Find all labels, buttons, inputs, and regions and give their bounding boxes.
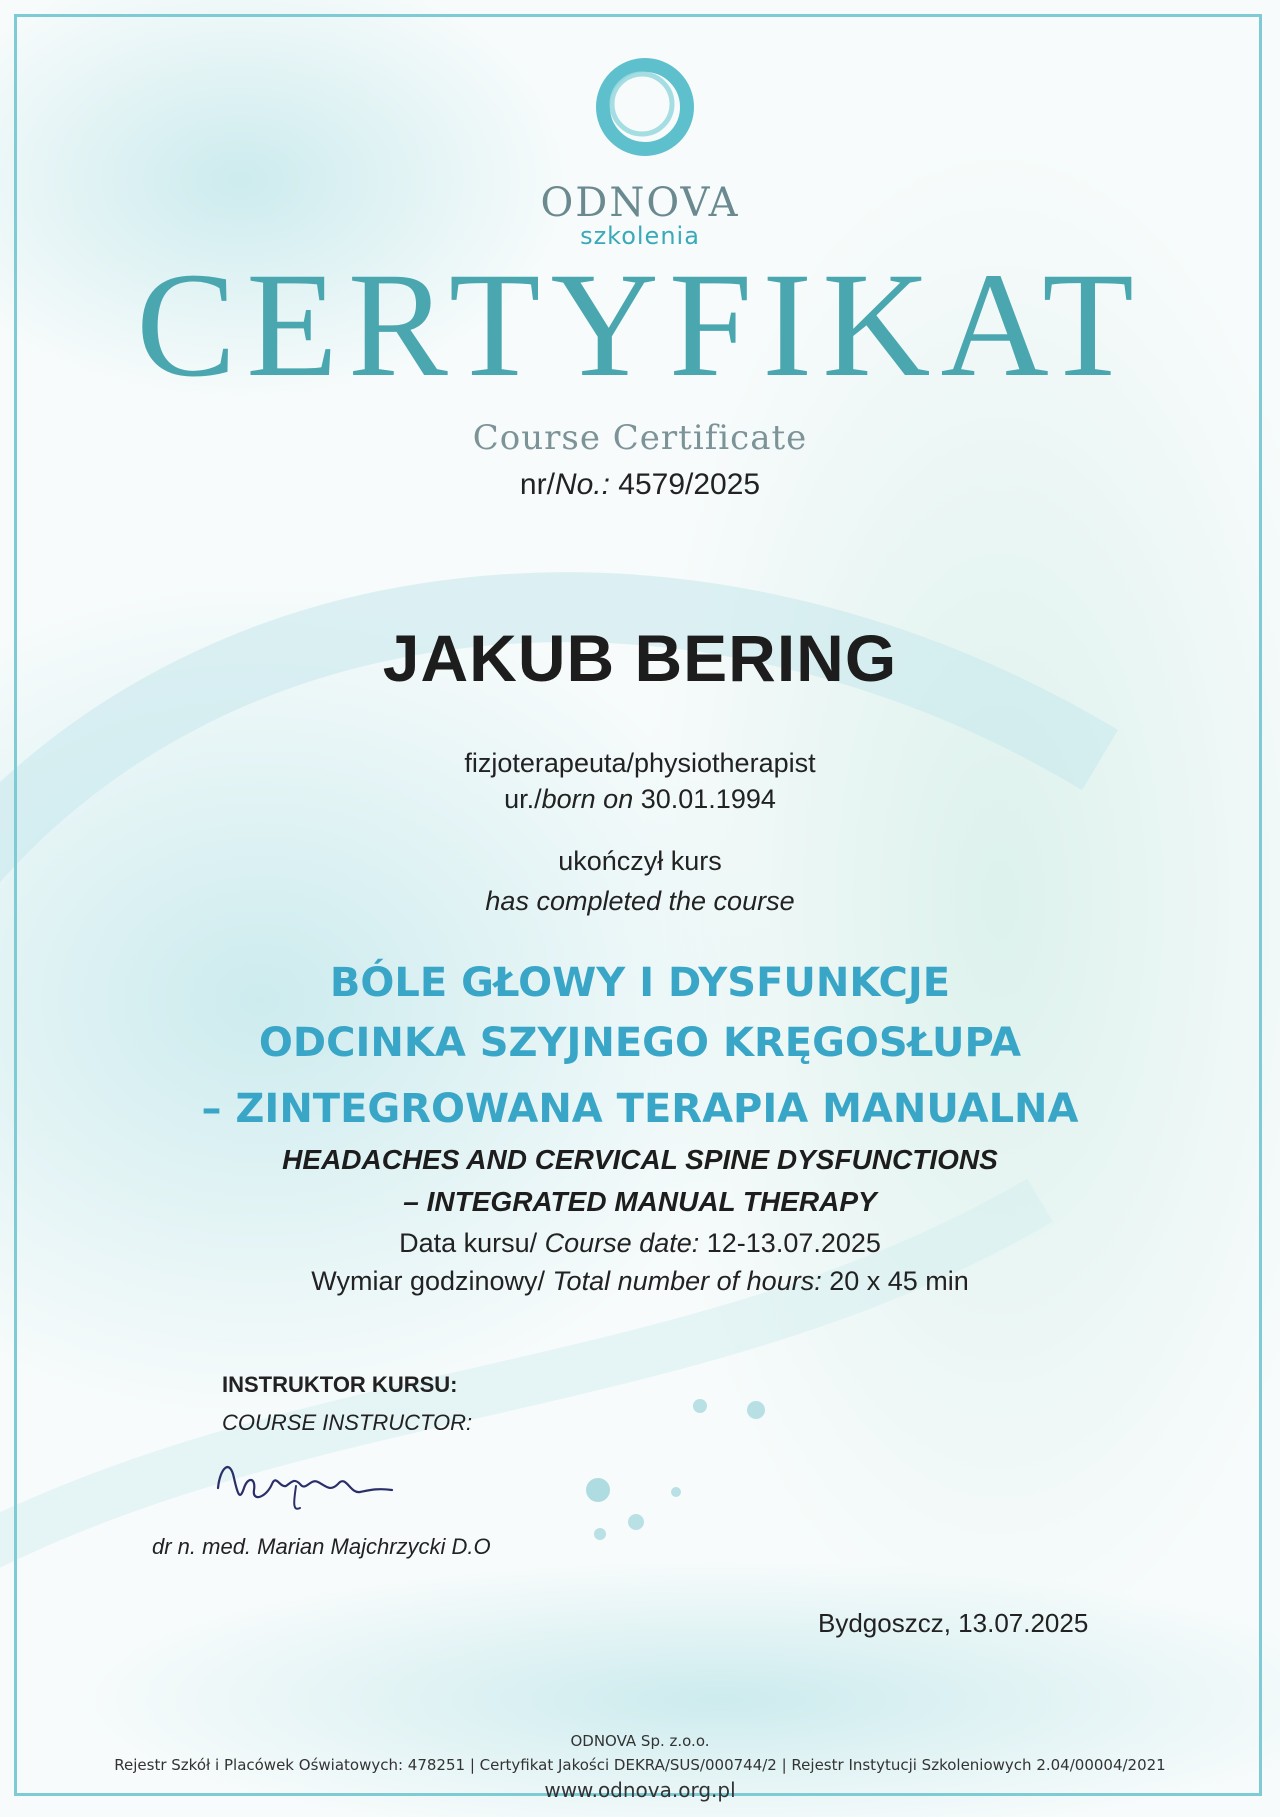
recipient-birth xyxy=(0,784,1280,815)
number-value: 4579/2025 xyxy=(618,468,761,501)
recipient-profession: fizjoterapeuta/physiotherapist xyxy=(464,748,816,778)
course-date xyxy=(0,1228,1280,1259)
place-and-date: Bydgoszcz, 13.07.2025 xyxy=(818,1608,1089,1638)
course-title-en-line1: HEADACHES AND CERVICAL SPINE DYSFUNCTIONS xyxy=(282,1144,998,1175)
date-value: 12-13.07.2025 xyxy=(706,1228,881,1258)
completed-en: has completed the course xyxy=(485,886,795,916)
date-label-pl: Data kursu/ xyxy=(399,1228,538,1258)
course-hours xyxy=(0,1266,1280,1297)
hours-label-pl: Wymiar godzinowy/ xyxy=(311,1266,546,1296)
brand-name: ODNOVA xyxy=(540,180,740,226)
hours-label-en: Total number of hours: xyxy=(552,1266,822,1296)
date-label-en: Course date: xyxy=(544,1228,700,1258)
completed-pl: ukończył kurs xyxy=(558,846,722,876)
odnova-ring-logo-icon xyxy=(590,52,700,162)
brand-subtitle: szkolenia xyxy=(580,222,700,250)
certificate-subtitle: Course Certificate xyxy=(472,418,808,458)
born-label-pl: ur./ xyxy=(504,784,542,814)
born-date: 30.01.1994 xyxy=(640,784,776,814)
certificate-title: CERTYFIKAT xyxy=(136,242,1144,408)
course-title-pl-line3: – ZINTEGROWANA TERAPIA MANUALNA xyxy=(201,1086,1079,1132)
course-title-pl-line1: BÓLE GŁOWY I DYSFUNKCJE xyxy=(329,960,951,1006)
instructor-name: dr n. med. Marian Majchrzycki D.O xyxy=(152,1534,491,1559)
footer-website: www.odnova.org.pl xyxy=(544,1778,736,1802)
instructor-label-en: COURSE INSTRUCTOR: xyxy=(222,1410,473,1435)
course-title-pl-line2: ODCINKA SZYJNEGO KRĘGOSŁUPA xyxy=(258,1020,1022,1066)
course-title-en-line2: – INTEGRATED MANUAL THERAPY xyxy=(403,1186,877,1217)
number-prefix-en: No.: xyxy=(554,468,610,501)
instructor-label-pl: INSTRUKTOR KURSU: xyxy=(222,1372,458,1397)
hours-value: 20 x 45 min xyxy=(829,1266,969,1296)
recipient-name: JAKUB BERING xyxy=(382,621,898,695)
number-prefix-pl: nr/ xyxy=(519,468,555,501)
footer-registry: Rejestr Szkół i Placówek Oświatowych: 478251 | Certyfikat Jakości DEKRA/SUS/000744/2 | Rejestr Instytucji Szkoleniowych 2.04/00004/2021 xyxy=(114,1756,1166,1774)
footer-company: ODNOVA Sp. z.o.o. xyxy=(570,1732,710,1750)
certificate-number xyxy=(0,468,1280,502)
instructor-signature xyxy=(210,1448,430,1518)
born-label-en: born on xyxy=(541,784,634,814)
